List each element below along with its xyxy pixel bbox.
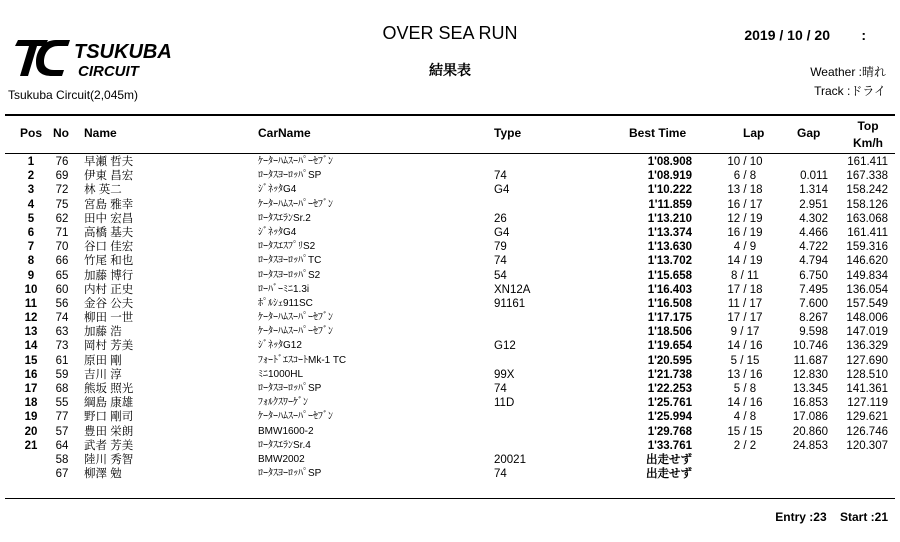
row-pos: 18 <box>24 397 38 410</box>
table-row <box>0 439 900 453</box>
row-gap: 20.860 <box>792 425 828 438</box>
start-count: Start :21 <box>839 510 888 524</box>
row-best-time: 1'13.630 <box>647 241 692 254</box>
row-best-time: 1'10.222 <box>647 184 692 197</box>
row-car-name: ﾛｰﾀｽｴﾗﾝSr.2 <box>258 212 311 224</box>
col-type: Type <box>494 126 522 140</box>
row-pos: 9 <box>27 269 35 282</box>
row-top-speed: 120.307 <box>846 439 888 452</box>
row-no: 75 <box>55 198 69 211</box>
row-no: 60 <box>55 283 69 296</box>
row-type: 99X <box>494 368 515 381</box>
row-top-speed: 157.549 <box>846 297 888 310</box>
row-lap: 11 / 17 <box>727 297 763 310</box>
row-gap: 16.853 <box>792 397 828 410</box>
row-car-name: ﾛｰﾀｽｴﾗﾝSr.4 <box>258 439 311 451</box>
row-pos: 6 <box>27 226 35 239</box>
row-lap: 13 / 18 <box>727 184 763 197</box>
col-lap: Lap <box>743 126 765 140</box>
row-gap: 7.495 <box>799 283 828 296</box>
row-best-time: 1'13.702 <box>647 255 692 268</box>
row-type: 26 <box>494 212 507 225</box>
row-gap: 11.687 <box>793 354 828 367</box>
row-no: 64 <box>55 439 69 452</box>
row-lap: 12 / 19 <box>727 212 763 225</box>
table-row <box>0 183 900 197</box>
row-driver-name: 高橋 基夫 <box>84 226 134 239</box>
row-lap: 4 / 9 <box>733 241 757 254</box>
row-driver-name: 熊坂 照光 <box>84 383 134 395</box>
row-pos: 13 <box>24 326 38 339</box>
row-top-speed: 136.054 <box>846 283 888 296</box>
row-car-name: ﾛｰﾀｽﾖｰﾛｯﾊﾟS2 <box>258 269 321 281</box>
row-gap: 12.830 <box>792 368 828 381</box>
row-type: 74 <box>494 383 507 395</box>
row-lap: 8 / 11 <box>731 269 759 282</box>
row-best-time: 1'13.374 <box>647 226 692 239</box>
row-car-name: ｹｰﾀｰﾊﾑｽｰﾊﾟｰｾﾌﾞﾝ <box>258 156 333 167</box>
row-driver-name: 田中 宏昌 <box>84 212 134 225</box>
row-car-name: ｹｰﾀｰﾊﾑｽｰﾊﾟｰｾﾌﾞﾝ <box>258 198 333 210</box>
table-row <box>0 212 900 226</box>
table-row <box>0 354 900 368</box>
row-top-speed: 126.746 <box>846 425 888 438</box>
table-row <box>0 283 900 297</box>
row-no: 59 <box>55 368 69 381</box>
row-best-time: 1'17.175 <box>647 312 692 325</box>
col-carname: CarName <box>258 126 311 140</box>
row-car-name: ｹｰﾀｰﾊﾑｽｰﾊﾟｰｾﾌﾞﾝ <box>258 326 333 338</box>
row-lap: 16 / 19 <box>727 226 763 239</box>
row-car-name: ｹｰﾀｰﾊﾑｽｰﾊﾟｰｾﾌﾞﾝ <box>258 312 333 324</box>
row-best-time: 1'21.738 <box>647 368 692 381</box>
row-pos: 2 <box>27 170 35 183</box>
table-row <box>0 396 900 410</box>
entry-count: Entry :23 <box>775 510 827 524</box>
row-type: 54 <box>494 269 507 282</box>
row-type: 79 <box>494 241 507 254</box>
row-gap: 4.794 <box>799 255 828 268</box>
row-car-name: BMW2002 <box>258 453 305 465</box>
row-driver-name: 加藤 浩 <box>84 326 122 339</box>
row-pos: 10 <box>24 283 38 296</box>
row-type: 11D <box>494 397 515 410</box>
row-car-name: ﾛｰﾀｽﾖｰﾛｯﾊﾟSP <box>258 170 322 182</box>
page-subtitle: 結果表 <box>429 62 471 78</box>
table-row <box>0 269 900 283</box>
row-top-speed: 128.510 <box>846 368 888 381</box>
table-row <box>0 368 900 382</box>
row-pos: 4 <box>27 198 35 211</box>
row-pos: 15 <box>24 354 38 367</box>
row-car-name: ｼﾞﾈｯﾀG4 <box>258 226 297 238</box>
row-pos: 20 <box>24 425 38 438</box>
table-row <box>0 240 900 254</box>
row-gap: 1.314 <box>799 184 828 197</box>
row-type: G4 <box>494 184 510 197</box>
row-pos: 12 <box>24 312 38 325</box>
row-best-time: 出走せず <box>646 468 692 481</box>
row-best-time: 1'08.908 <box>647 156 692 168</box>
row-best-time: 1'19.654 <box>647 340 692 353</box>
row-no: 69 <box>55 170 69 183</box>
row-pos: 3 <box>27 184 35 197</box>
row-pos: 5 <box>27 212 35 225</box>
row-car-name: ﾛｰﾀｽﾖｰﾛｯﾊﾟTC <box>258 255 322 267</box>
row-no: 66 <box>55 255 69 268</box>
page-title: OVER SEA RUN <box>382 23 518 43</box>
table-row <box>0 453 900 467</box>
row-no: 70 <box>55 241 69 254</box>
table-row <box>0 155 900 169</box>
row-no: 74 <box>55 312 69 325</box>
row-car-name: ﾛｰﾀｽﾖｰﾛｯﾊﾟSP <box>258 468 322 480</box>
row-driver-name: 綱島 康雄 <box>84 397 134 410</box>
row-gap: 8.267 <box>799 312 828 325</box>
row-type: 20021 <box>494 453 526 466</box>
logo-line2: CIRCUIT <box>78 63 139 80</box>
row-lap: 10 / 10 <box>727 156 763 168</box>
row-no: 58 <box>55 453 69 466</box>
header-rule-top <box>5 114 895 116</box>
row-driver-name: 伊東 昌宏 <box>84 170 134 183</box>
table-row <box>0 297 900 311</box>
col-topspeed <box>848 118 888 152</box>
row-type: 74 <box>494 170 507 183</box>
row-gap: 13.345 <box>792 383 828 395</box>
table-row <box>0 169 900 183</box>
row-no: 77 <box>55 411 69 424</box>
row-pos: 17 <box>24 383 38 395</box>
row-top-speed: 158.126 <box>846 198 888 211</box>
row-car-name: ﾎﾟﾙｼｪ911SC <box>258 297 313 309</box>
row-driver-name: 内村 正史 <box>84 283 134 296</box>
row-car-name: ﾌｫｰﾄﾞｴｽｺｰﾄMk-1 TC <box>258 354 347 366</box>
venue-label: Tsukuba Circuit(2,045m) <box>8 88 139 102</box>
row-top-speed: 129.621 <box>846 411 888 424</box>
row-driver-name: 豊田 栄朗 <box>84 425 134 438</box>
row-no: 71 <box>55 226 69 239</box>
table-row <box>0 339 900 353</box>
row-no: 63 <box>55 326 69 339</box>
col-besttime: Best Time <box>629 126 687 140</box>
row-best-time: 1'22.253 <box>647 383 692 395</box>
row-lap: 14 / 16 <box>727 397 763 410</box>
row-lap: 16 / 17 <box>727 198 763 211</box>
weather-label: Weather :晴れ <box>810 65 886 79</box>
row-gap: 17.086 <box>792 411 828 424</box>
row-no: 65 <box>55 269 69 282</box>
row-best-time: 1'25.761 <box>647 397 692 410</box>
row-type: XN12A <box>494 283 531 296</box>
row-car-name: ｼﾞﾈｯﾀG4 <box>258 184 297 196</box>
row-best-time: 1'20.595 <box>647 354 692 367</box>
table-row <box>0 325 900 339</box>
row-top-speed: 159.316 <box>846 241 888 254</box>
row-car-name: ﾛｰﾀｽﾖｰﾛｯﾊﾟSP <box>258 383 322 394</box>
row-gap: 4.302 <box>799 212 828 225</box>
row-no: 62 <box>55 212 69 225</box>
row-top-speed: 163.068 <box>846 212 888 225</box>
row-car-name: ﾛｰﾀｽｴｽﾌﾟﾘS2 <box>258 241 316 253</box>
col-top-line1: Top <box>857 119 879 133</box>
row-top-speed: 148.006 <box>846 312 888 325</box>
row-pos: 21 <box>24 439 38 452</box>
row-best-time: 1'29.768 <box>647 425 692 438</box>
table-row <box>0 410 900 424</box>
event-date: 2019 / 10 / 20 <box>744 27 830 43</box>
row-no: 55 <box>55 397 69 410</box>
date-colon: : <box>861 27 866 43</box>
row-pos: 19 <box>24 411 38 424</box>
row-lap: 17 / 18 <box>727 283 763 296</box>
row-no: 61 <box>55 354 69 367</box>
row-top-speed: 161.411 <box>847 156 888 168</box>
row-car-name: ｹｰﾀｰﾊﾑｽｰﾊﾟｰｾﾌﾞﾝ <box>258 411 333 423</box>
row-best-time: 1'11.859 <box>648 198 692 211</box>
row-type: G4 <box>494 226 510 239</box>
row-gap: 6.750 <box>799 269 828 282</box>
row-driver-name: 武者 芳美 <box>84 439 134 452</box>
row-best-time: 1'33.761 <box>647 439 692 452</box>
row-top-speed: 136.329 <box>846 340 888 353</box>
row-top-speed: 127.690 <box>846 354 888 367</box>
row-pos: 1 <box>27 156 35 168</box>
header-rule-bottom <box>5 153 895 154</box>
row-no: 57 <box>55 425 69 438</box>
row-driver-name: 竹尾 和也 <box>84 255 134 268</box>
row-driver-name: 谷口 佳宏 <box>84 241 134 254</box>
row-no: 68 <box>55 383 69 395</box>
row-best-time: 1'13.210 <box>647 212 692 225</box>
row-no: 56 <box>55 297 69 310</box>
row-top-speed: 141.361 <box>846 383 888 395</box>
table-row <box>0 425 900 439</box>
row-lap: 5 / 15 <box>730 354 760 367</box>
row-driver-name: 岡村 芳美 <box>84 340 134 353</box>
table-row <box>0 254 900 268</box>
row-driver-name: 原田 剛 <box>84 354 122 367</box>
row-driver-name: 林 英二 <box>84 184 122 197</box>
row-type: G12 <box>494 340 516 353</box>
row-car-name: BMW1600-2 <box>258 425 314 437</box>
row-pos: 8 <box>27 255 35 268</box>
row-gap: 2.951 <box>799 198 828 211</box>
row-top-speed: 149.834 <box>846 269 888 282</box>
row-car-name: ﾐﾆ1000HL <box>258 368 304 380</box>
table-row <box>0 226 900 240</box>
row-driver-name: 加藤 博行 <box>84 269 134 282</box>
row-car-name: ﾌｫﾙｸｽﾜｰｹﾞﾝ <box>258 397 308 409</box>
row-lap: 14 / 19 <box>727 255 763 268</box>
row-car-name: ﾛｰﾊﾞｰﾐﾆ1.3i <box>258 283 310 295</box>
row-top-speed: 127.119 <box>847 397 888 410</box>
row-no: 76 <box>55 156 69 168</box>
row-pos: 7 <box>27 241 35 254</box>
col-pos: Pos <box>20 126 43 140</box>
row-pos: 16 <box>24 368 38 381</box>
table-row <box>0 467 900 481</box>
row-pos: 14 <box>24 340 38 353</box>
track-label: Track :ドライ <box>814 84 886 98</box>
row-driver-name: 早瀬 哲夫 <box>84 156 134 168</box>
row-gap: 10.746 <box>792 340 828 353</box>
row-best-time: 出走せず <box>646 453 692 466</box>
row-type: 74 <box>494 468 507 481</box>
row-lap: 5 / 8 <box>733 383 757 395</box>
table-row <box>0 382 900 396</box>
row-best-time: 1'15.658 <box>647 269 692 282</box>
row-lap: 14 / 16 <box>727 340 763 353</box>
row-no: 72 <box>55 184 69 197</box>
row-top-speed: 167.338 <box>846 170 888 183</box>
col-name: Name <box>84 126 117 140</box>
row-type: 91161 <box>494 297 526 310</box>
row-type: 74 <box>494 255 507 268</box>
row-lap: 2 / 2 <box>733 439 757 452</box>
row-top-speed: 161.411 <box>847 226 888 239</box>
row-top-speed: 147.019 <box>846 326 888 339</box>
entry-start-summary <box>775 510 888 524</box>
col-gap: Gap <box>797 126 821 140</box>
row-best-time: 1'16.403 <box>647 283 692 296</box>
row-lap: 15 / 15 <box>727 425 763 438</box>
row-lap: 17 / 17 <box>727 312 763 325</box>
row-pos: 11 <box>24 297 38 310</box>
results-table <box>0 155 900 481</box>
logo-line1: TSUKUBA <box>74 41 172 63</box>
row-gap: 7.600 <box>799 297 828 310</box>
row-top-speed: 146.620 <box>846 255 888 268</box>
row-gap: 9.598 <box>799 326 828 339</box>
row-top-speed: 158.242 <box>846 184 888 197</box>
row-lap: 13 / 16 <box>727 368 763 381</box>
row-car-name: ｼﾞﾈｯﾀG12 <box>258 340 302 352</box>
row-driver-name: 陸川 秀智 <box>84 453 134 466</box>
col-no: No <box>53 126 69 140</box>
row-lap: 4 / 8 <box>733 411 757 424</box>
row-no: 73 <box>55 340 69 353</box>
row-no: 67 <box>55 468 69 481</box>
row-driver-name: 宮島 雅幸 <box>84 198 134 211</box>
row-driver-name: 柳田 一世 <box>84 312 134 325</box>
row-best-time: 1'08.919 <box>647 170 692 183</box>
row-gap: 4.466 <box>799 226 828 239</box>
row-lap: 9 / 17 <box>730 326 760 339</box>
row-lap: 6 / 8 <box>733 170 757 183</box>
row-best-time: 1'16.508 <box>647 297 692 310</box>
row-driver-name: 野口 剛司 <box>84 411 134 424</box>
row-gap: 0.011 <box>800 170 828 183</box>
col-top-line2: Km/h <box>853 136 883 150</box>
row-gap: 24.853 <box>792 439 828 452</box>
table-rule-bottom <box>5 498 895 499</box>
table-row <box>0 198 900 212</box>
row-best-time: 1'18.506 <box>647 326 692 339</box>
row-driver-name: 金谷 公夫 <box>84 297 134 310</box>
table-row <box>0 311 900 325</box>
row-driver-name: 柳澤 勉 <box>84 468 122 481</box>
row-best-time: 1'25.994 <box>647 411 692 424</box>
row-gap: 4.722 <box>799 241 828 254</box>
row-driver-name: 吉川 淳 <box>84 368 122 381</box>
